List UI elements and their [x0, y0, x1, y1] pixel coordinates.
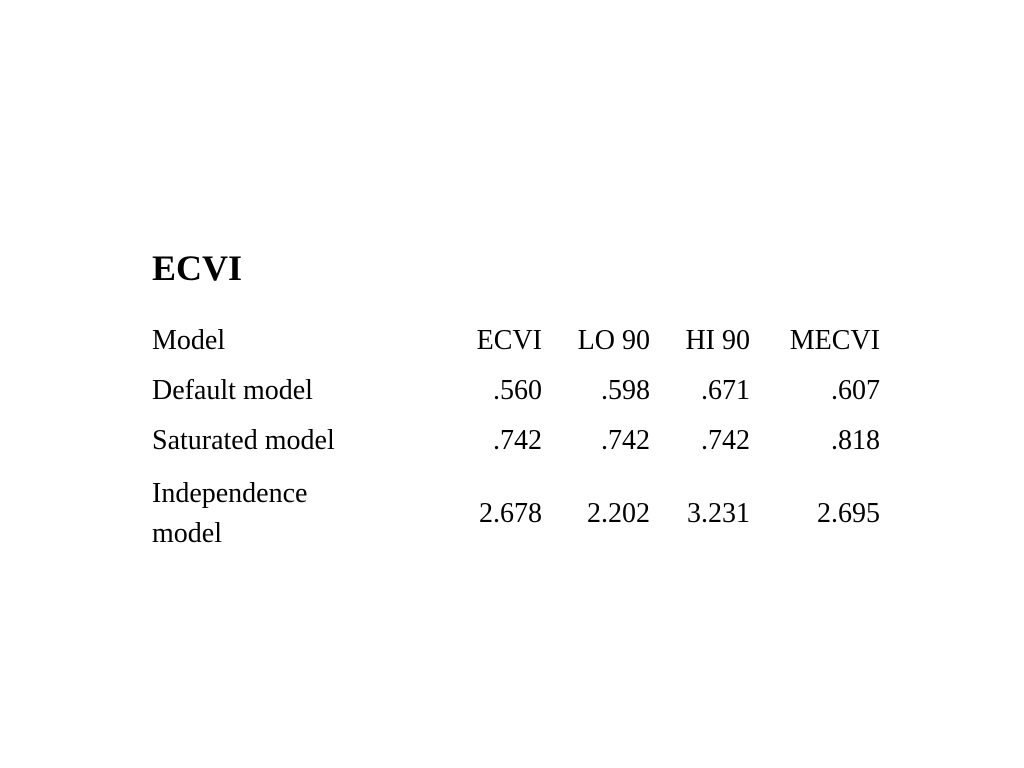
ecvi-table [146, 318, 886, 562]
table-row [146, 466, 886, 562]
row-lo90-cell: .598 [601, 375, 650, 406]
header-mecvi: MECVI [789, 325, 880, 356]
row-ecvi-cell: .742 [493, 425, 542, 456]
row-model-cell: Saturated model [152, 425, 335, 456]
row-hi90-cell: .742 [701, 425, 750, 456]
table-row [146, 366, 886, 416]
row-hi90-cell: 3.231 [687, 498, 750, 529]
row-ecvi-cell: 2.678 [479, 498, 542, 529]
slide-title: ECVI [152, 248, 243, 288]
row-model-cell: Default model [152, 375, 313, 406]
header-model: Model [152, 325, 226, 356]
row-mecvi-cell: .607 [831, 375, 880, 406]
header-ecvi: ECVI [476, 325, 542, 356]
row-model-label: Independence model [152, 478, 308, 549]
row-lo90-cell: 2.202 [587, 498, 650, 529]
row-hi90-cell: .671 [701, 375, 750, 406]
row-mecvi-cell: .818 [831, 425, 880, 456]
header-lo90: LO 90 [577, 325, 650, 356]
row-lo90-cell: .742 [601, 425, 650, 456]
row-model-cell [146, 466, 438, 562]
table-row [146, 416, 886, 466]
header-hi90: HI 90 [685, 325, 750, 356]
table-header-row [146, 318, 886, 366]
row-mecvi-cell: 2.695 [817, 498, 880, 529]
row-ecvi-cell: .560 [493, 375, 542, 406]
